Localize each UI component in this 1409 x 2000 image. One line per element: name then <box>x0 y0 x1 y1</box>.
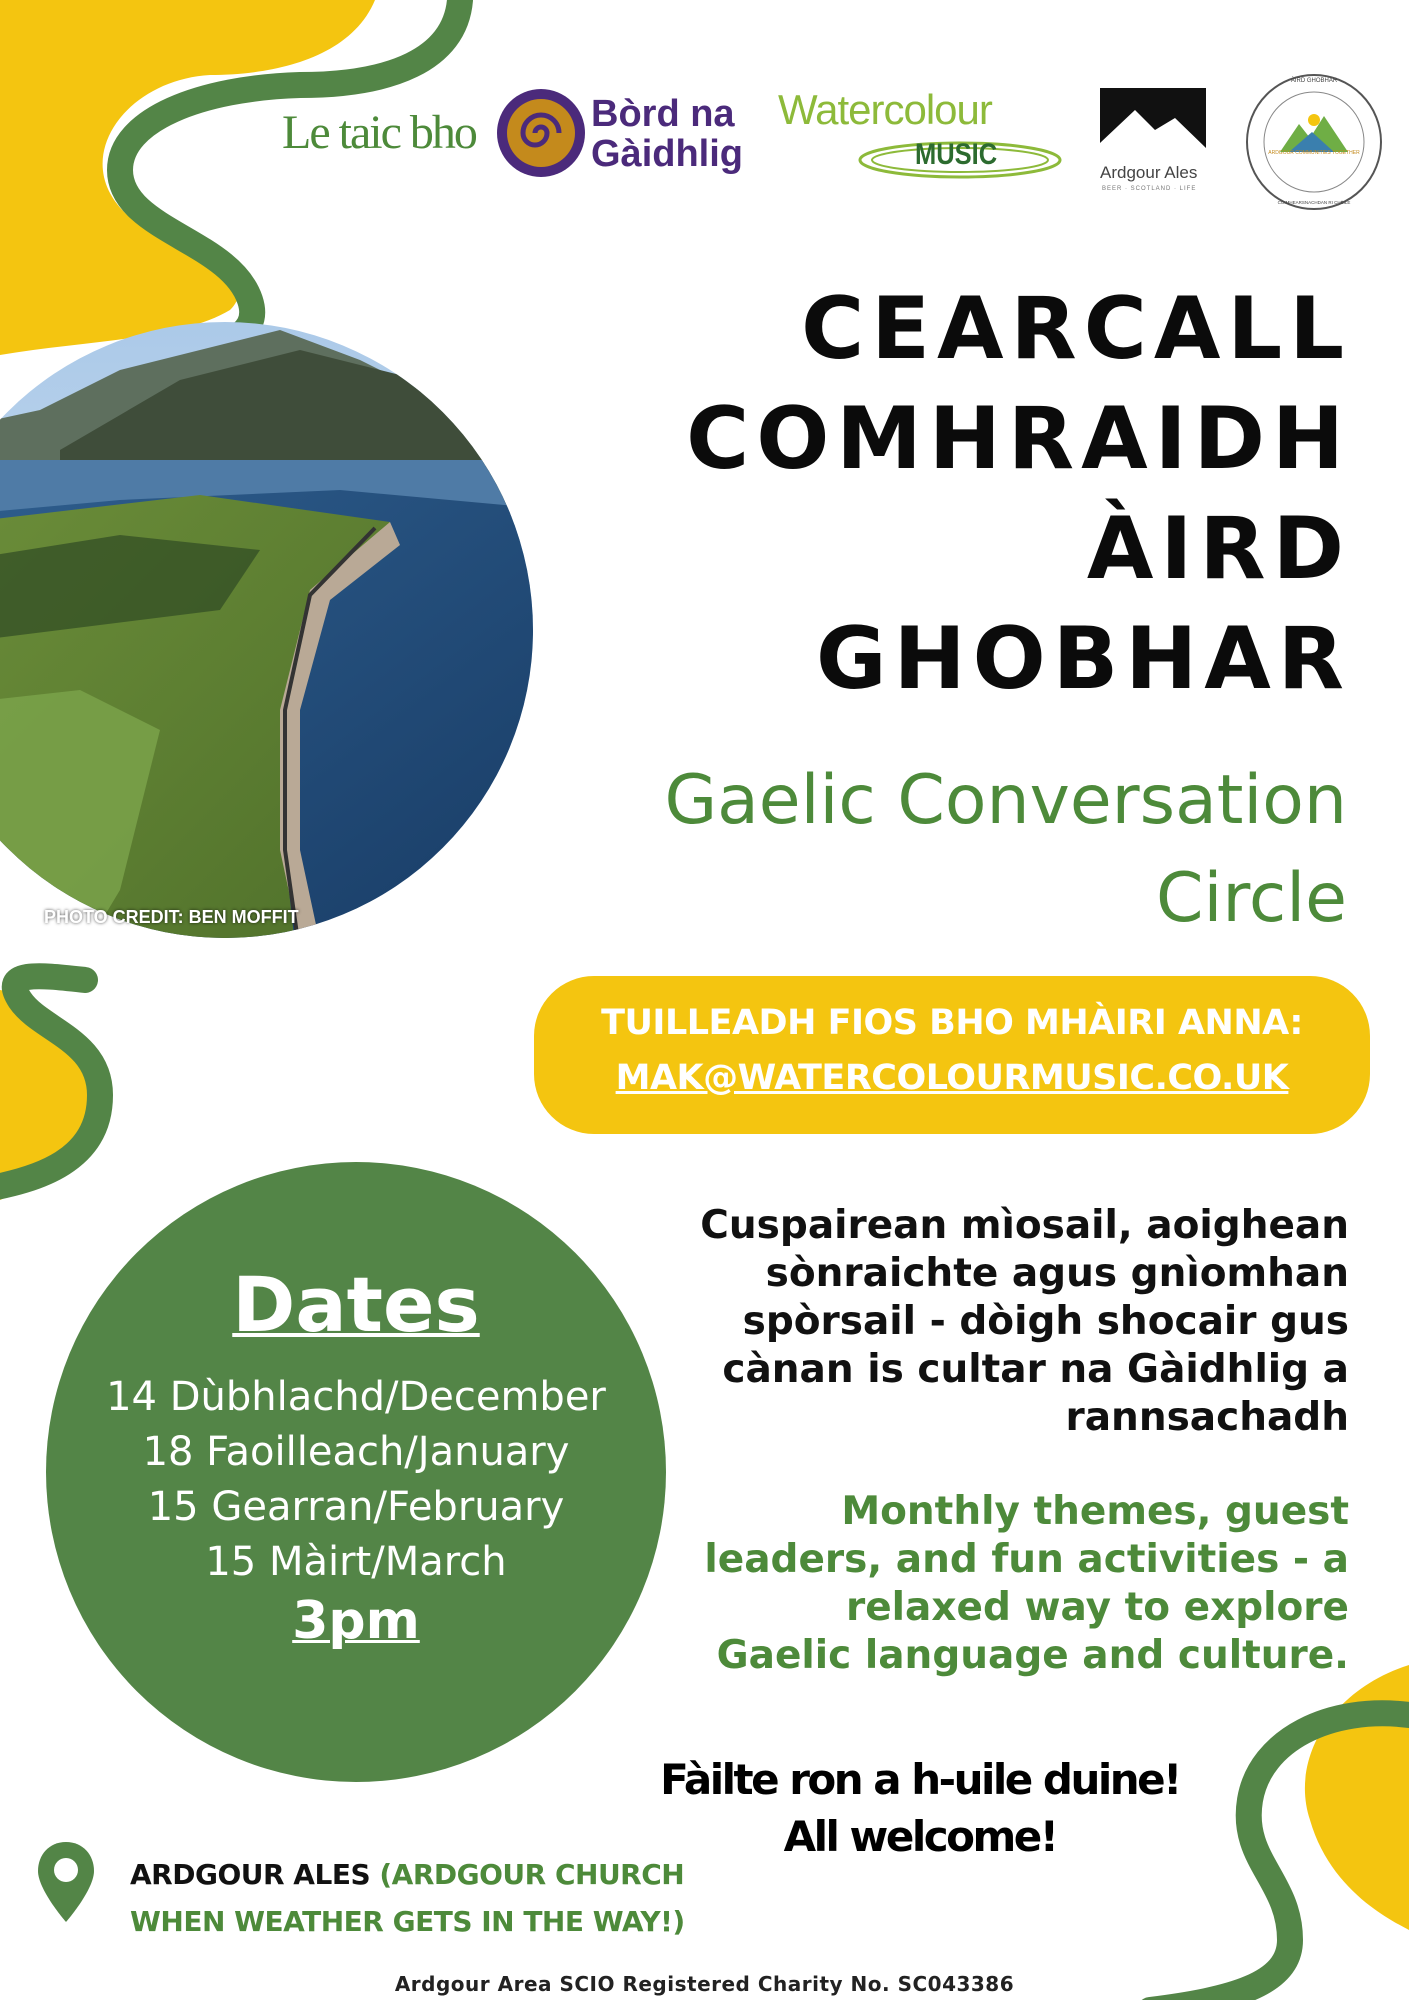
subtitle-line-1: Gaelic Conversation <box>664 761 1347 840</box>
communities-together-center-text: ARDGOUR COMMUNITIES TOGETHER <box>1268 150 1360 156</box>
description-gaelic-line: sònraichte agus gnìomhan <box>765 1251 1349 1296</box>
title-line-1: CEARCALL <box>801 279 1351 379</box>
contact-label: TUILLEADH FIOS BHO MHÀIRI ANNA: <box>601 1003 1303 1043</box>
subtitle-line-2: Circle <box>1156 859 1347 938</box>
contact-pill <box>534 976 1370 1134</box>
welcome-english: All welcome! <box>783 1812 1057 1861</box>
date-item: 15 Màirt/March <box>205 1539 507 1585</box>
bord-na-gaidhlig-logo-icon <box>496 88 586 178</box>
date-item: 14 Dùbhlachd/December <box>106 1374 606 1420</box>
location-pin-icon <box>34 1838 98 1928</box>
title-line-2: COMHRAIDH <box>686 389 1351 489</box>
communities-together-bottom-text: COIMHEARSNACHDAN RI CHÈILE <box>1277 200 1351 205</box>
location-venue: ARDGOUR ALES <box>130 1858 371 1891</box>
description-english-line: Monthly themes, guest <box>841 1489 1349 1534</box>
bord-line-1: Bòrd na <box>591 93 735 135</box>
title-line-3: ÀIRD <box>1086 499 1351 599</box>
watercolour-music-text: MUSIC <box>915 138 998 171</box>
ardgour-ales-mountain-icon <box>1100 88 1206 148</box>
watercolour-logo-text: Watercolour <box>778 86 992 133</box>
support-text: Le taic bho <box>282 106 476 159</box>
description-english-line: relaxed way to explore <box>845 1585 1349 1630</box>
location-line-1 <box>130 1858 684 1891</box>
bord-na-gaidhlig-name <box>591 94 743 174</box>
dates-heading: Dates <box>232 1260 480 1349</box>
description-english <box>629 1488 1349 1680</box>
description-gaelic-line: Cuspairean mìosail, aoighean <box>700 1203 1349 1248</box>
photo-credit: PHOTO CREDIT: BEN MOFFIT <box>44 907 299 927</box>
description-english-line: leaders, and fun activities - a <box>704 1537 1349 1582</box>
welcome-gaelic: Fàilte ron a h-uile duine! <box>660 1755 1180 1804</box>
dates-time: 3pm <box>292 1591 420 1651</box>
title-line-4: GHOBHAR <box>816 609 1351 709</box>
description-gaelic <box>629 1202 1349 1442</box>
footer-charity: Ardgour Area SCIO Registered Charity No. SC043386 <box>394 1972 1015 1996</box>
location-alt-line-2: WHEN WEATHER GETS IN THE WAY!) <box>130 1905 685 1938</box>
ardgour-ales-tagline: BEER · SCOTLAND · LIFE <box>1102 186 1197 192</box>
communities-together-top-text: ÀIRD GHOBHAR <box>1290 78 1338 84</box>
communities-together-logo-icon <box>1244 72 1384 212</box>
description-gaelic-line: rannsachadh <box>1065 1395 1349 1440</box>
date-item: 15 Gearran/February <box>147 1484 565 1530</box>
description-gaelic-line: spòrsail - dòigh shocair gus <box>742 1299 1349 1344</box>
bord-line-2: Gàidhlig <box>591 133 743 175</box>
dates-circle <box>46 1162 666 1782</box>
description-gaelic-line: cànan is cultar na Gàidhlig a <box>722 1347 1349 1392</box>
landscape-photo <box>0 290 540 990</box>
description-english-line: Gaelic language and culture. <box>716 1633 1349 1678</box>
date-item: 18 Faoilleach/January <box>142 1429 570 1475</box>
ardgour-ales-name: Ardgour Ales <box>1100 163 1198 182</box>
subtitle <box>647 752 1347 948</box>
location-alt-line-1: (ARDGOUR CHURCH <box>379 1858 685 1891</box>
contact-email-link[interactable]: MAK@WATERCOLOURMUSIC.CO.UK <box>615 1058 1289 1098</box>
